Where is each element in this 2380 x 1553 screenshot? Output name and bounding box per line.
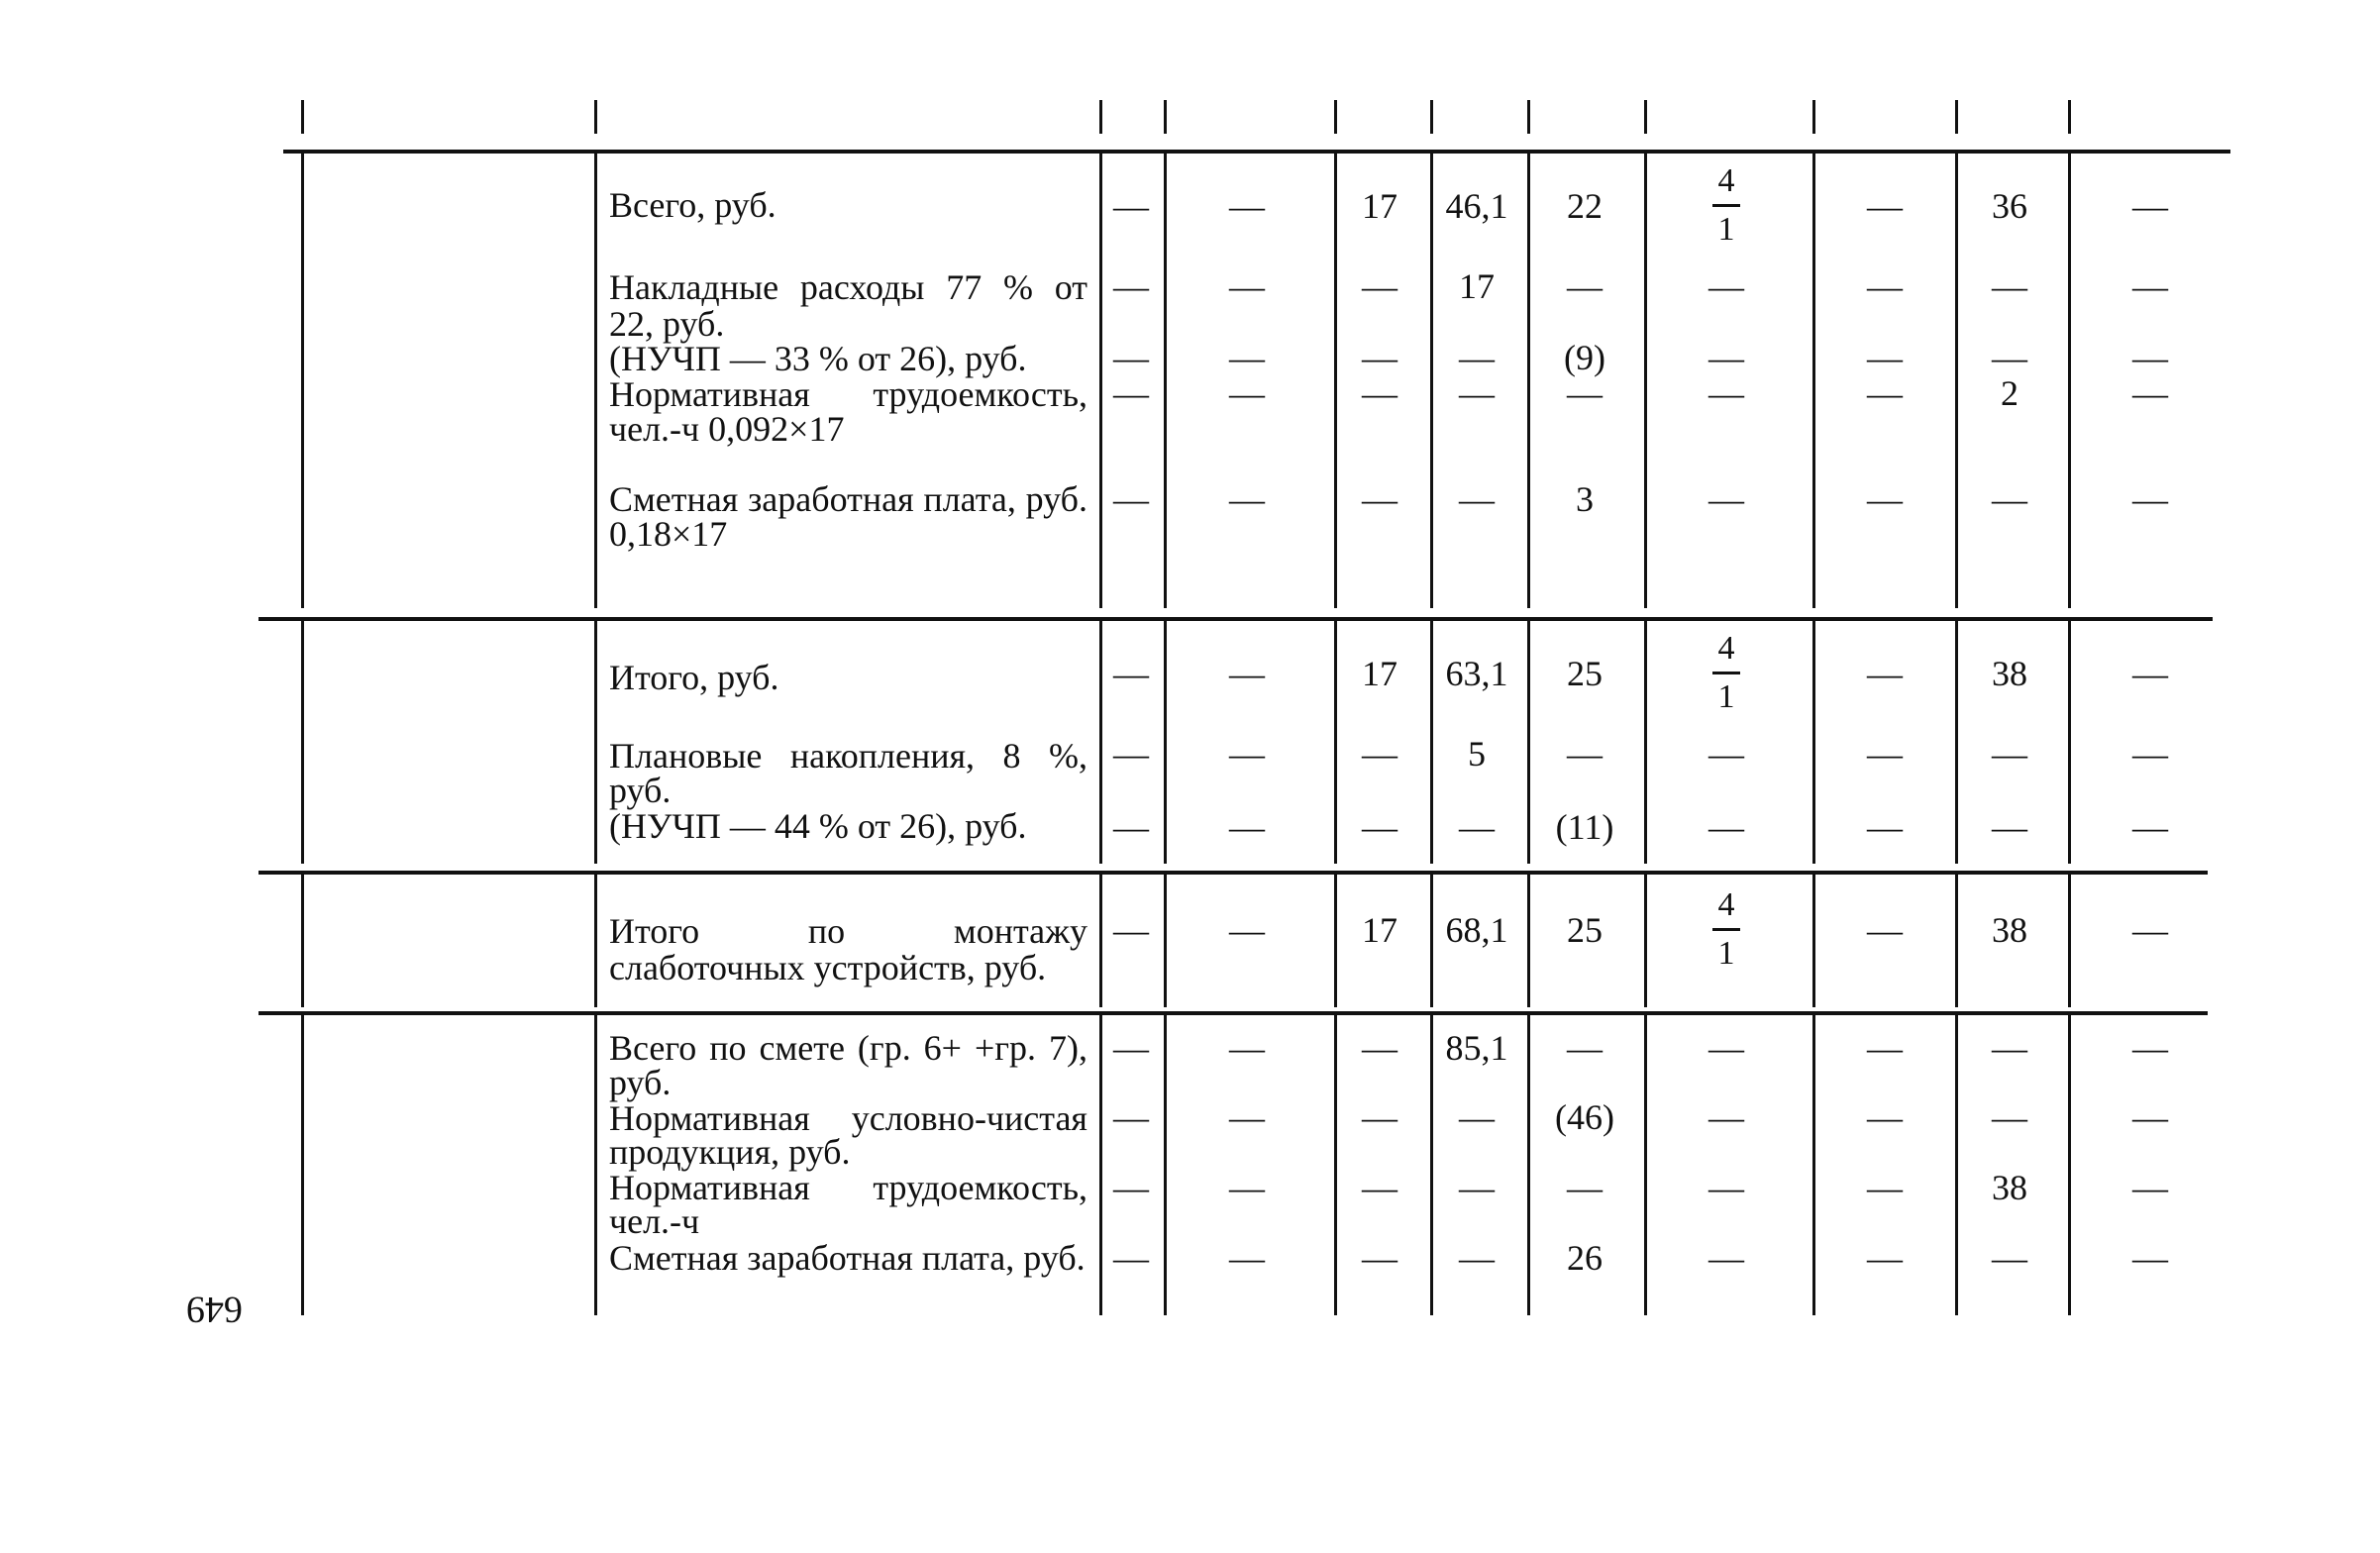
table-cell: — <box>1362 1238 1397 1278</box>
block-separator-rule <box>259 617 2213 621</box>
header-column-stub <box>1644 100 1647 134</box>
column-rule <box>1812 1014 1815 1315</box>
table-cell: 25 <box>1567 654 1603 693</box>
table-cell: — <box>1113 1028 1149 1068</box>
table-cell: — <box>1867 734 1903 774</box>
table-cell: — <box>1229 373 1265 413</box>
header-column-stub <box>1099 100 1102 134</box>
row-label: Сметная заработная плата, руб. 0,18×17 <box>609 479 1087 554</box>
table-cell: — <box>1113 910 1149 950</box>
table-cell: — <box>1708 1097 1744 1137</box>
table-cell: — <box>2132 186 2168 226</box>
table-cell: — <box>1113 479 1149 519</box>
table-cell: — <box>1867 807 1903 847</box>
row-label: Нормативная трудоемкость, чел.-ч <box>609 1168 1087 1241</box>
table-cell: 5 <box>1468 734 1486 774</box>
table-cell: — <box>1229 807 1265 847</box>
table-cell: — <box>1567 734 1603 774</box>
table-cell: — <box>1708 338 1744 377</box>
table-cell: — <box>2132 1238 2168 1278</box>
table-cell: — <box>1867 266 1903 306</box>
table-cell: — <box>1362 1168 1397 1207</box>
row-label: Сметная заработная плата, руб. <box>609 1238 1086 1278</box>
row-label: Итого, руб. <box>609 658 779 697</box>
table-cell: 17 <box>1362 654 1397 693</box>
table-cell: — <box>1229 1097 1265 1137</box>
table-cell: — <box>1867 654 1903 693</box>
table-cell: 36 <box>1992 186 2027 226</box>
table-cell: — <box>2132 734 2168 774</box>
column-rule <box>301 1014 304 1315</box>
column-rule <box>1644 1014 1647 1315</box>
table-cell: — <box>1708 1168 1744 1207</box>
table-cell: — <box>1567 1028 1603 1068</box>
table-cell: — <box>1362 734 1397 774</box>
table-cell: — <box>1867 186 1903 226</box>
column-rule <box>1812 620 1815 864</box>
table-cell: — <box>1708 734 1744 774</box>
column-rule <box>301 620 304 864</box>
table-cell: — <box>1867 1168 1903 1207</box>
fraction-value <box>1697 632 1756 714</box>
table-cell: 85,1 <box>1445 1028 1508 1068</box>
table-cell: — <box>1113 338 1149 377</box>
row-label: Итого по монтажу слаботочных устройств, руб. <box>609 911 1087 987</box>
column-rule <box>1644 874 1647 1007</box>
table-cell: 17 <box>1362 186 1397 226</box>
table-cell: 3 <box>1576 479 1594 519</box>
table-cell: 38 <box>1992 1168 2027 1207</box>
table-cell: — <box>1459 1097 1495 1137</box>
table-cell: — <box>1708 1238 1744 1278</box>
table-cell: — <box>1229 654 1265 693</box>
header-column-stub <box>1430 100 1433 134</box>
table-cell: — <box>1992 1238 2027 1278</box>
table-cell: — <box>2132 338 2168 377</box>
fraction-value <box>1697 164 1756 247</box>
fraction-numerator: 4 <box>1717 162 1735 199</box>
table-cell: — <box>2132 654 2168 693</box>
row-label: (НУЧП — 44 % от 26), руб. <box>609 806 1027 846</box>
table-cell: — <box>1113 654 1149 693</box>
table-cell: — <box>1362 373 1397 413</box>
table-cell: 26 <box>1567 1238 1603 1278</box>
table-cell: — <box>2132 479 2168 519</box>
table-cell: 22 <box>1567 186 1603 226</box>
table-cell: — <box>1113 807 1149 847</box>
table-cell: — <box>1708 479 1744 519</box>
table-cell: — <box>1113 266 1149 306</box>
row-label: Всего по смете (гр. 6+ +гр. 7), руб. <box>609 1028 1087 1102</box>
fraction-value <box>1697 888 1756 971</box>
header-column-stub <box>1955 100 1958 134</box>
table-cell: — <box>1867 479 1903 519</box>
table-cell: — <box>1229 338 1265 377</box>
table-cell: — <box>1992 807 2027 847</box>
table-cell: — <box>1113 373 1149 413</box>
table-cell: — <box>1459 1238 1495 1278</box>
table-cell: 63,1 <box>1445 654 1508 693</box>
row-label: Плановые накопления, 8 %, руб. <box>609 736 1087 810</box>
table-cell: 17 <box>1459 266 1495 306</box>
table-cell: — <box>2132 1028 2168 1068</box>
table-cell: — <box>1867 338 1903 377</box>
table-cell: — <box>1708 1028 1744 1068</box>
table-cell: — <box>1229 266 1265 306</box>
table-cell: — <box>1113 186 1149 226</box>
table-cell: — <box>1362 1097 1397 1137</box>
table-cell: 68,1 <box>1445 910 1508 950</box>
table-cell: — <box>1867 1097 1903 1137</box>
table-cell: — <box>1992 1097 2027 1137</box>
table-cell: (46) <box>1555 1097 1614 1137</box>
header-column-stub <box>1334 100 1337 134</box>
block-separator-rule <box>259 871 2208 875</box>
table-cell: — <box>1362 807 1397 847</box>
column-rule <box>1644 153 1647 608</box>
table-cell: — <box>1708 266 1744 306</box>
table-cell: — <box>1992 266 2027 306</box>
column-rule <box>301 874 304 1007</box>
header-column-stub <box>301 100 304 134</box>
row-label: (НУЧП — 33 % от 26), руб. <box>609 339 1027 378</box>
table-cell: — <box>1708 807 1744 847</box>
header-column-stub <box>2068 100 2071 134</box>
fraction-bar <box>1712 672 1740 674</box>
table-cell: (9) <box>1564 338 1605 377</box>
table-cell: — <box>1708 373 1744 413</box>
table-cell: — <box>2132 807 2168 847</box>
fraction-numerator: 4 <box>1717 886 1735 923</box>
table-cell: — <box>1229 1028 1265 1068</box>
fraction-denominator: 1 <box>1717 211 1735 248</box>
table-cell: 17 <box>1362 910 1397 950</box>
column-rule <box>594 620 597 864</box>
header-column-stub <box>1527 100 1530 134</box>
table-cell: — <box>1867 1028 1903 1068</box>
row-label: Нормативная условно-чистая продукция, руб. <box>609 1098 1087 1172</box>
row-label: Нормативная трудоемкость, чел.-ч 0,092×17 <box>609 374 1087 449</box>
table-cell: — <box>1229 734 1265 774</box>
fraction-bar <box>1712 204 1740 207</box>
header-column-stub <box>594 100 597 134</box>
table-cell: — <box>1867 373 1903 413</box>
table-cell: — <box>1459 338 1495 377</box>
table-cell: 38 <box>1992 654 2027 693</box>
table-cell: — <box>1229 186 1265 226</box>
table-cell: — <box>1113 734 1149 774</box>
header-column-stub <box>1812 100 1815 134</box>
table-cell: — <box>1992 338 2027 377</box>
table-cell: — <box>1113 1097 1149 1137</box>
table-cell: — <box>1362 479 1397 519</box>
table-cell: — <box>2132 1168 2168 1207</box>
block-separator-rule <box>283 150 2230 154</box>
header-column-stub <box>1164 100 1167 134</box>
fraction-denominator: 1 <box>1717 678 1735 715</box>
fraction-denominator: 1 <box>1717 935 1735 972</box>
fraction-bar <box>1712 928 1740 931</box>
page-number: 649 <box>186 1289 243 1330</box>
table-cell: — <box>1229 479 1265 519</box>
table-cell: — <box>1113 1168 1149 1207</box>
table-cell: — <box>1567 1168 1603 1207</box>
table-cell: — <box>2132 266 2168 306</box>
row-label: Накладные расходы 77 % от 22, руб. <box>609 267 1087 344</box>
table-cell: — <box>1459 807 1495 847</box>
table-cell: — <box>2132 373 2168 413</box>
row-label: Всего, руб. <box>609 185 776 225</box>
column-rule <box>1812 874 1815 1007</box>
table-cell: — <box>1867 910 1903 950</box>
table-cell: — <box>1229 910 1265 950</box>
table-cell: — <box>1362 266 1397 306</box>
table-cell: — <box>1992 734 2027 774</box>
table-cell: — <box>1459 479 1495 519</box>
table-cell: — <box>1459 1168 1495 1207</box>
column-rule <box>1812 153 1815 608</box>
table-cell: (11) <box>1555 807 1614 847</box>
table-cell: — <box>1567 266 1603 306</box>
table-cell: — <box>1867 1238 1903 1278</box>
table-cell: 46,1 <box>1445 186 1508 226</box>
table-cell: — <box>1567 373 1603 413</box>
column-rule <box>594 1014 597 1315</box>
table-cell: — <box>1362 1028 1397 1068</box>
table-cell: — <box>1229 1168 1265 1207</box>
table-cell: 25 <box>1567 910 1603 950</box>
fraction-numerator: 4 <box>1717 630 1735 667</box>
column-rule <box>594 153 597 608</box>
column-rule <box>1644 620 1647 864</box>
column-rule <box>594 874 597 1007</box>
table-cell: 2 <box>2001 373 2018 413</box>
table-cell: — <box>1992 479 2027 519</box>
table-cell: — <box>1229 1238 1265 1278</box>
table-cell: — <box>2132 910 2168 950</box>
column-rule <box>301 153 304 608</box>
table-cell: 38 <box>1992 910 2027 950</box>
table-cell: — <box>1992 1028 2027 1068</box>
block-separator-rule <box>259 1011 2208 1015</box>
table-cell: — <box>2132 1097 2168 1137</box>
table-cell: — <box>1362 338 1397 377</box>
table-cell: — <box>1459 373 1495 413</box>
table-cell: — <box>1113 1238 1149 1278</box>
